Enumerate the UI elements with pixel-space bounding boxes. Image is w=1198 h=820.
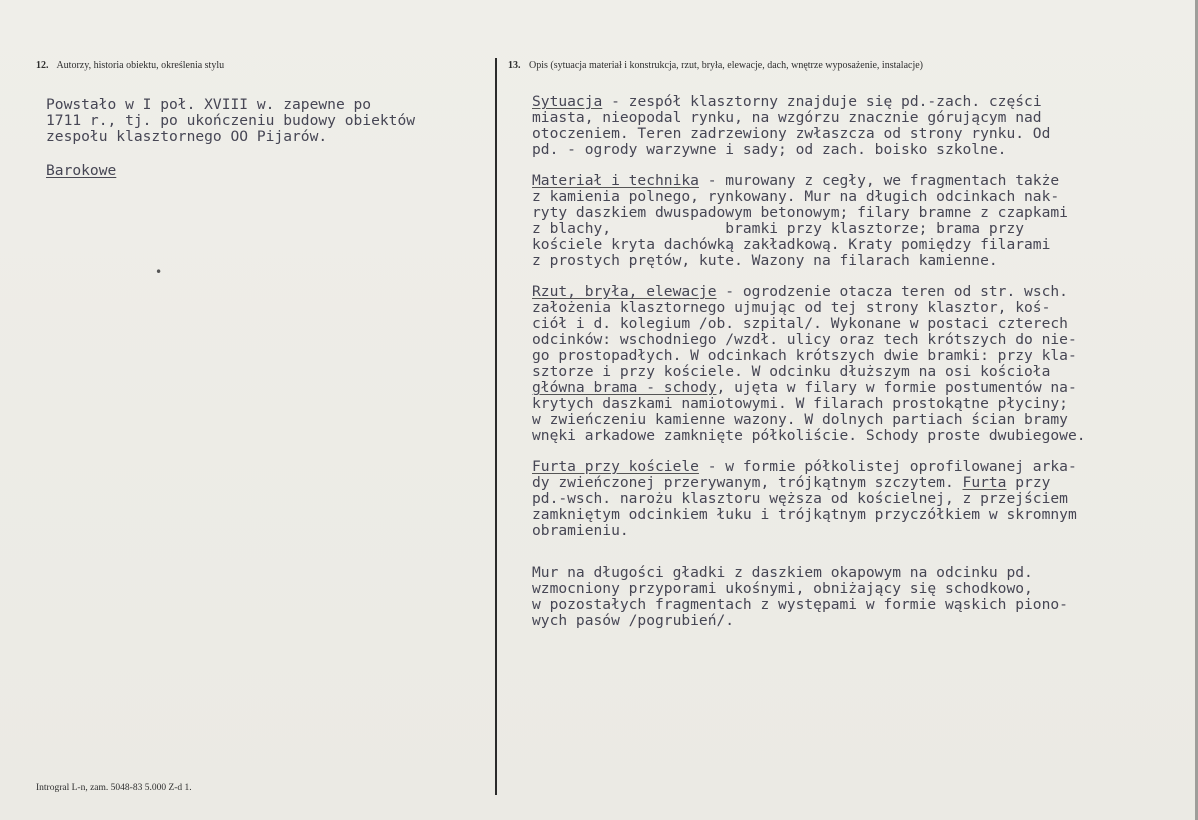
keyword-sytuacja: Sytuacja [532, 93, 603, 110]
section-13-header [508, 60, 923, 71]
text-line: wzmocniony przyporami ukośnymi, obniżający się schodkowo, [532, 580, 1033, 597]
history-line: zespołu klasztornego OO Pijarów. [46, 128, 328, 145]
paragraph-material: Materiał i technika - murowany z cegły, we fragmentach także z kamienia polnego, rynkowany. Mur na długich odcinkach nak- ryty daszkiem dwuspadowym betonowym; filary bramne z czapkami z blachy, bramki przy klasztorze; brama przy kościele kryta dachówką zakładkową. Kraty pomiędzy filarami z prostych prętów, kute. Wazony na filarach kamienne. [532, 173, 1172, 269]
authors-history-column [46, 97, 486, 179]
text-line: w pozostałych fragmentach z występami w formie wąskich piono- [532, 596, 1068, 613]
text-line: pd. - ogrody warzywne i sady; od zach. boisko szkolne. [532, 141, 1007, 158]
paragraph-sytuacja: Sytuacja - zespół klasztorny znajduje się pd.-zach. części miasta, nieopodal rynku, na wzgórzu znacznie górującym nad otoczeniem. Teren zadrzewiony zwłaszcza od strony rynku. Od pd. - ogrody warzywne i sady; od zach. boisko szkolne. [532, 94, 1172, 158]
section-number: 12. [36, 60, 49, 71]
text-line: zamkniętym odcinkiem łuku i trójkątnym przyczółkiem w skromnym [532, 506, 1077, 523]
text-line: miasta, nieopodal rynku, na wzgórzu znacznie górującym nad [532, 109, 1042, 126]
keyword-furta-2: Furta [962, 474, 1007, 491]
text-line: w zwieńczeniu kamienne wazony. W dolnych partiach ścian bramy [532, 411, 1068, 428]
paragraph-mur [532, 565, 1172, 629]
section-12-header [36, 60, 224, 71]
style-label: Barokowe [46, 162, 117, 179]
text-line: wnęki arkadowe zamknięte półkoliście. Schody proste dwubiegowe. [532, 427, 1086, 444]
text-line: założenia klasztornego ujmując od tej strony klasztor, koś- [532, 299, 1051, 316]
paragraph-rzut: Rzut, bryła, elewacje - ogrodzenie otacza teren od str. wsch. założenia klasztornego ujmując od tej strony klasztor, koś- ciół i d. kolegium /ob. szpital/. Wykonane w postaci czterech odcinków: wschodniego /wzdł. ulicy oraz tech krótszych do nie- go prostopadłych. W odcinkach krótszych dwie bramki: przy kla- sztorze i przy kościele. W odcinku dłuższym na osi kościoła główna brama - schody, ujęta w filary w formie postumentów na- krytych daszkami namiotowymi. W filarach prostokątne płyciny; w zwieńczeniu kamienne wazony. W dolnych partiach ścian bramy wnęki arkadowe zamknięte półkoliście. Schody proste dwubiegowe. [532, 284, 1172, 444]
text-line: obramieniu. [532, 522, 629, 539]
keyword-glowna-brama: główna brama - schody [532, 379, 717, 396]
history-line: 1711 r., tj. po ukończeniu budowy obiektów [46, 112, 416, 129]
text-line: otoczeniem. Teren zadrzewiony zwłaszcza od strony rynku. Od [532, 125, 1051, 142]
keyword-furta: Furta przy kościele [532, 458, 699, 475]
text-line: ciół i d. kolegium /ob. szpital/. Wykonane w postaci czterech [532, 315, 1068, 332]
text-line: sztorze i przy kościele. W odcinku dłuższym na osi kościoła [532, 363, 1051, 380]
text-line: wych pasów /pogrubień/. [532, 612, 735, 629]
stray-mark: • [155, 265, 163, 279]
history-line: Powstało w I poł. XVIII w. zapewne po [46, 96, 372, 113]
text-line: krytych daszkami namiotowymi. W filarach prostokątne płyciny; [532, 395, 1068, 412]
text-line: go prostopadłych. W odcinkach krótszych dwie bramki: przy kla- [532, 347, 1077, 364]
printer-imprint: Introgral L-n, zam. 5048-83 5.000 Z-d 1. [36, 783, 192, 793]
text-line: z blachy, bramki przy klasztorze; brama przy [532, 220, 1025, 237]
section-title: Autorzy, historia obiektu, określenia stylu [56, 60, 225, 71]
keyword-material: Materiał i technika [532, 172, 699, 189]
column-divider [495, 58, 497, 795]
text-line: kościele kryta dachówką zakładkową. Kraty pomiędzy filarami [532, 236, 1051, 253]
text-line: z prostych prętów, kute. Wazony na filarach kamienne. [532, 252, 998, 269]
description-column [532, 94, 1172, 644]
text-line: z kamienia polnego, rynkowany. Mur na długich odcinkach nak- [532, 188, 1060, 205]
text-line: Mur na długości gładki z daszkiem okapowym na odcinku pd. [532, 564, 1033, 581]
text-line: pd.-wsch. narożu klasztoru węższa od kościelnej, z przejściem [532, 490, 1068, 507]
section-number: 13. [508, 60, 521, 71]
text-line: odcinków: wschodniego /wzdł. ulicy oraz tech krótszych do nie- [532, 331, 1077, 348]
keyword-rzut: Rzut, bryła, elewacje [532, 283, 717, 300]
paragraph-furta: Furta przy kościele - w formie półkolistej oprofilowanej arka- dy zwieńczonej przerywanym, trójkątnym szczytem. Furta przy pd.-wsch. narożu klasztoru węższa od kościelnej, z przejściem zamkniętym odcinkiem łuku i trójkątnym przyczółkiem w skromnym obramieniu. [532, 459, 1172, 539]
section-title: Opis (sytuacja materiał i konstrukcja, rzut, bryła, elewacje, dach, wnętrze wyposażenie, instalacje) [529, 60, 923, 71]
text-line: ryty daszkiem dwuspadowym betonowym; filary bramne z czapkami [532, 204, 1068, 221]
